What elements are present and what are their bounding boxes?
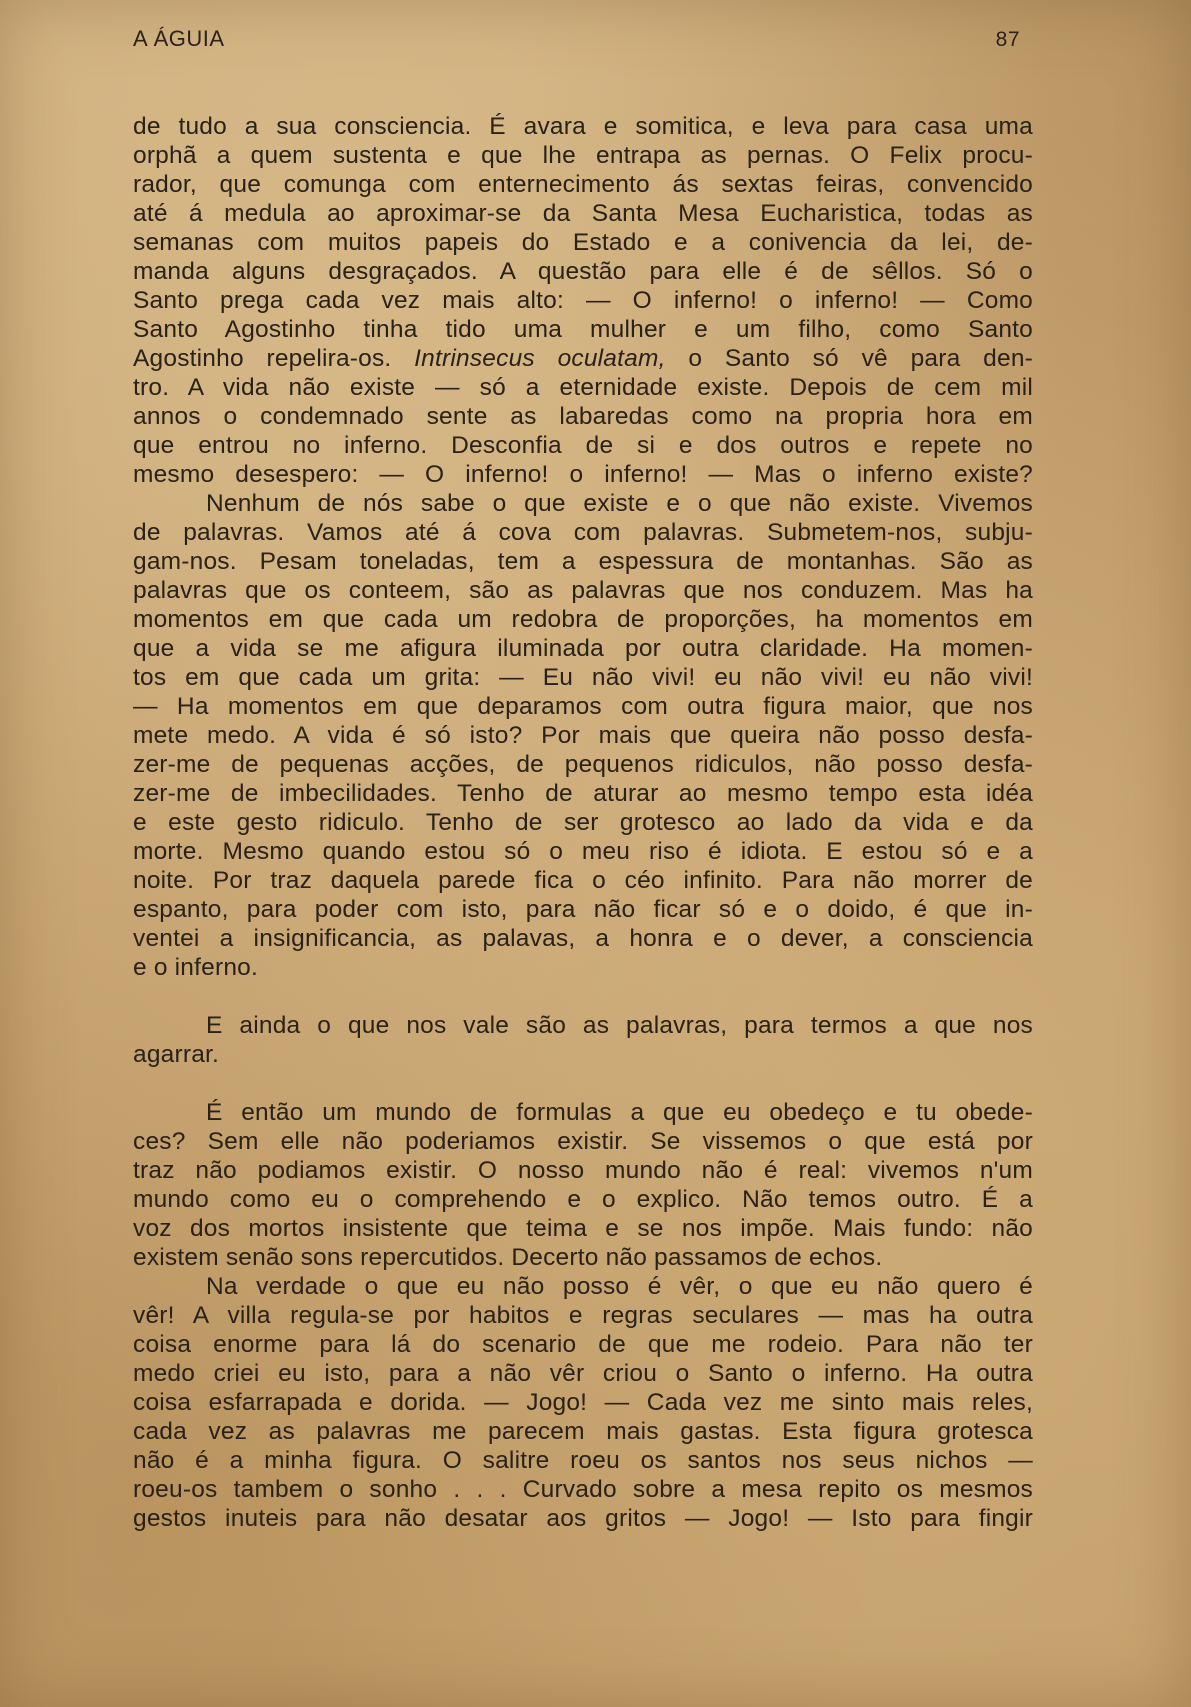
paragraph-4 (133, 1098, 1033, 1272)
running-title: A ÁGUIA (133, 26, 225, 51)
paragraph-gap (133, 1069, 1033, 1098)
text-line: coisa enorme para lá do scenario de que me rodeio. Para não ter (133, 1331, 1033, 1358)
text-line: de palavras. Vamos até á cova com palavras. Submetem-nos, subju- (133, 519, 1033, 546)
paragraph-gap (133, 982, 1033, 1011)
text-line: tro. A vida não existe — só a eternidade existe. Depois de cem mil (133, 374, 1033, 401)
text-line: voz dos mortos insistente que teima e se nos impõe. Mais fundo: não (133, 1215, 1033, 1242)
text-line: e o inferno. (133, 954, 258, 981)
text-line: mesmo desespero: — O inferno! o inferno! — Mas o inferno existe? (133, 461, 1033, 488)
paragraph-1 (133, 112, 1033, 489)
text-line: roeu-os tambem o sonho . . . Curvado sobre a mesa repito os mesmos (133, 1476, 1033, 1503)
text-line: não é a minha figura. O salitre roeu os santos nos seus nichos — (133, 1447, 1033, 1474)
text-line: vêr! A villa regula-se por habitos e regras seculares — mas ha outra (133, 1302, 1033, 1329)
text-line: cada vez as palavras me parecem mais gastas. Esta figura grotesca (133, 1418, 1033, 1445)
paragraph-2 (133, 489, 1033, 982)
text-line: ventei a insignificancia, as palavas, a honra e o dever, a consciencia (133, 925, 1033, 952)
text-line: rador, que comunga com enternecimento ás sextas feiras, convencido (133, 171, 1033, 198)
text-line: e este gesto ridiculo. Tenho de ser grotesco ao lado da vida e da (133, 809, 1033, 836)
text-line: manda alguns desgraçados. A questão para elle é de sêllos. Só o (133, 258, 1033, 285)
text-line: espanto, para poder com isto, para não ficar só e o doido, é que in- (133, 896, 1033, 923)
text-line: morte. Mesmo quando estou só o meu riso é idiota. E estou só e a (133, 838, 1033, 865)
text-line: É então um mundo de formulas a que eu obedeço e tu obede- (206, 1099, 1033, 1126)
text-line: gestos inuteis para não desatar aos gritos — Jogo! — Isto para fingir (133, 1505, 1033, 1532)
page-header (133, 26, 1020, 62)
body-text (133, 112, 1033, 1533)
text-line: Santo Agostinho tinha tido uma mulher e um filho, como Santo (133, 316, 1033, 343)
text-line: Nenhum de nós sabe o que existe e o que não existe. Vivemos (206, 490, 1033, 517)
text-line-with-italic (133, 344, 1033, 373)
text-line: E ainda o que nos vale são as palavras, para termos a que nos (206, 1012, 1033, 1039)
italic-phrase: Intrinsecus oculatam, (414, 345, 666, 372)
text-line: agarrar. (133, 1041, 220, 1068)
text-line: ces? Sem elle não poderiamos existir. Se vissemos o que está por (133, 1128, 1033, 1155)
text-line: traz não podiamos existir. O nosso mundo não é real: vivemos n'um (133, 1157, 1033, 1184)
text-line: momentos em que cada um redobra de proporções, ha momentos em (133, 606, 1033, 633)
text-line: palavras que os conteem, são as palavras que nos conduzem. Mas ha (133, 577, 1033, 604)
text-segment: Agostinho repelira-os. (133, 345, 415, 372)
text-line: existem senão sons repercutidos. Decerto não passamos de echos. (133, 1244, 883, 1271)
text-line: zer-me de pequenas acções, de pequenos ridiculos, não posso desfa- (133, 751, 1033, 778)
text-line: medo criei eu isto, para a não vêr criou o Santo o inferno. Ha outra (133, 1360, 1033, 1387)
text-line: annos o condemnado sente as labaredas como na propria hora em (133, 403, 1033, 430)
text-line: — Ha momentos em que deparamos com outra figura maior, que nos (133, 693, 1033, 720)
text-line: que entrou no inferno. Desconfia de si e dos outros e repete no (133, 432, 1033, 459)
text-line: Na verdade o que eu não posso é vêr, o que eu não quero é (206, 1273, 1033, 1300)
text-line: tos em que cada um grita: — Eu não vivi! eu não vivi! eu não vivi! (133, 664, 1033, 691)
paragraph-3 (133, 1011, 1033, 1069)
text-line: orphã a quem sustenta e que lhe entrapa as pernas. O Felix procu- (133, 142, 1033, 169)
text-line: mundo como eu o comprehendo e o explico. Não temos outro. É a (133, 1186, 1033, 1213)
text-line: zer-me de imbecilidades. Tenho de aturar ao mesmo tempo esta idéa (133, 780, 1033, 807)
text-line: Santo prega cada vez mais alto: — O inferno! o inferno! — Como (133, 287, 1033, 314)
text-line: que a vida se me afigura iluminada por outra claridade. Ha momen- (133, 635, 1033, 662)
text-line: coisa esfarrapada e dorida. — Jogo! — Cada vez me sinto mais reles, (133, 1389, 1033, 1416)
paragraph-5 (133, 1272, 1033, 1533)
text-line: gam-nos. Pesam toneladas, tem a espessura de montanhas. São as (133, 548, 1033, 575)
text-line: até á medula ao aproximar-se da Santa Mesa Eucharistica, todas as (133, 200, 1033, 227)
text-line: semanas com muitos papeis do Estado e a conivencia da lei, de- (133, 229, 1033, 256)
text-line: de tudo a sua consciencia. É avara e somitica, e leva para casa uma (133, 113, 1033, 140)
text-line: noite. Por traz daquela parede fica o céo infinito. Para não morrer de (133, 867, 1033, 894)
text-segment: o Santo só vê para den- (665, 345, 1034, 372)
page-number: 87 (995, 28, 1020, 51)
text-line: mete medo. A vida é só isto? Por mais que queira não posso desfa- (133, 722, 1033, 749)
